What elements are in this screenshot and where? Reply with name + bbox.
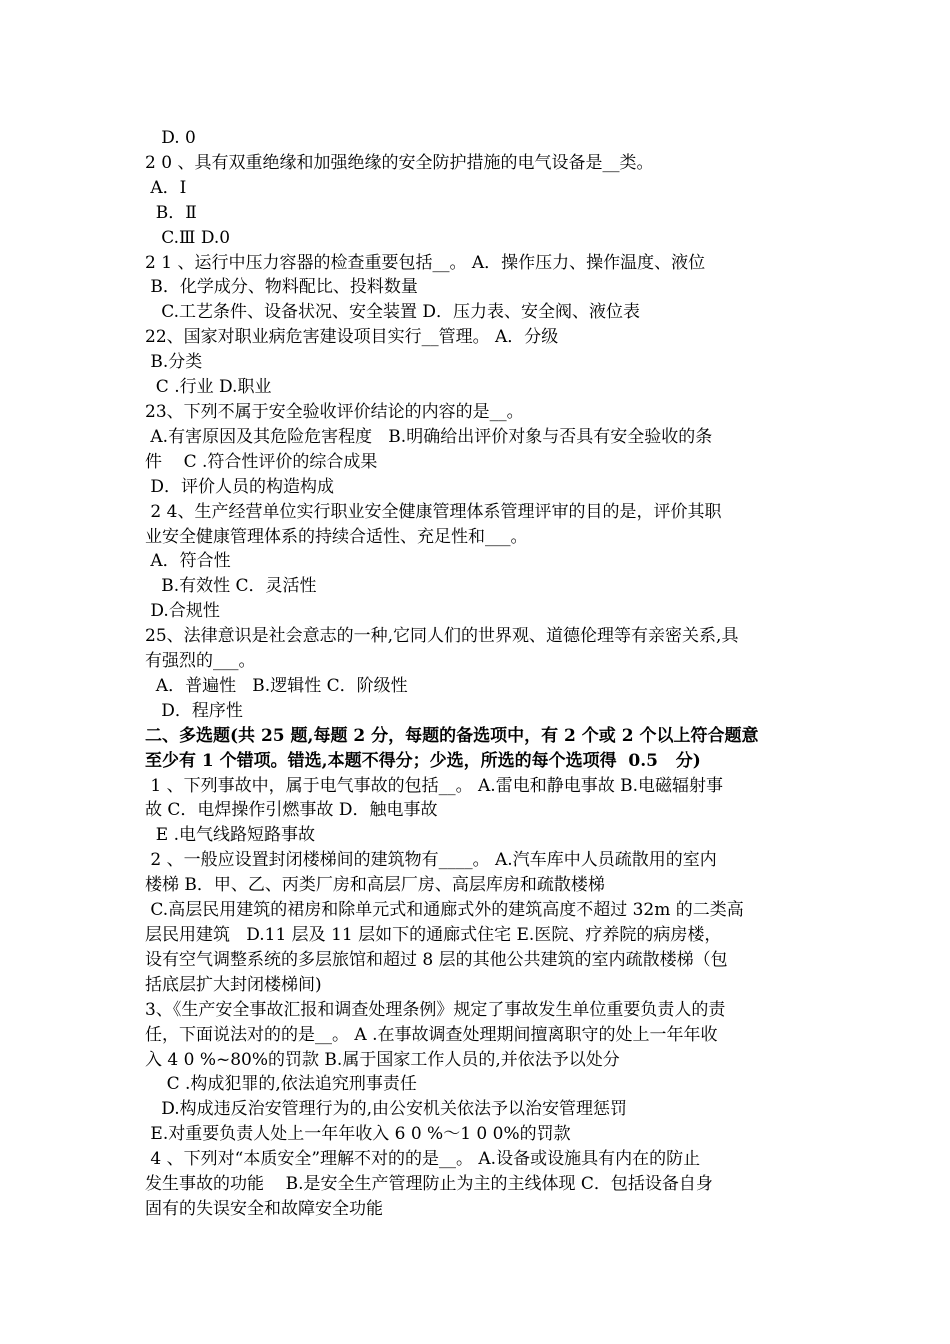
mq-question-1-cont: 故 C．电焊操作引燃事故 D．触电事故 [145,800,438,821]
document-body [145,126,810,1222]
question-25-cont: 有强烈的___。 [145,651,256,672]
option-line: E .电气线路短路事故 [145,825,316,846]
option-line: E.对重要负责人处上一年年收入 6 0 %～1 0 0%的罚款 [145,1124,571,1145]
option-line: B.有效性 C．灵活性 [145,576,317,597]
option-line: C.工艺条件、设备状况、安全装置 D．压力表、安全阀、液位表 [145,302,641,323]
option-line: 入 4 0 %~80%的罚款 B.属于国家工作人员的,并依法予以处分 [145,1049,620,1070]
mq-question-4: 4 、下列对“本质安全”理解不对的的是__。 A.设备或设施具有内在的防止 [145,1149,701,1170]
option-line: A.有害原因及其危险危害程度 B.明确给出评价对象与否具有安全验收的条 [145,426,713,447]
option-line [145,226,810,251]
option-line: A．Ⅰ [145,177,187,198]
option-line: B．化学成分、物料配比、投料数量 [145,277,418,298]
option-line: D．程序性 [145,700,243,721]
option-line: 设有空气调整系统的多层旅馆和超过 8 层的其他公共建筑的室内疏散楼梯（包 [145,949,728,970]
option-line: B．Ⅱ [145,202,197,223]
question-25: 25、法律意识是社会意志的一种,它同人们的世界观、道德伦理等有亲密关系,具 [145,626,739,647]
option-line: A．符合性 [145,551,231,572]
question-21: 2 1 、运行中压力容器的检查重要包括__。 A．操作压力、操作温度、液位 [145,252,706,273]
option-line: 件 C .符合性评价的综合成果 [145,451,378,472]
question-23: 23、下列不属于安全验收评价结论的内容的是__。 [145,401,524,422]
option-line: 层民用建筑 D.11 层及 11 层如下的通廊式住宅 E.医院、疗养院的病房楼， [145,925,722,945]
option-line: 括底层扩大封闭楼梯间) [145,974,322,995]
question-20: 2 0 、具有双重绝缘和加强绝缘的安全防护措施的电气设备是__类。 [145,152,654,173]
option-line: B.分类 [145,352,203,373]
question-24-cont: 业安全健康管理体系的持续合适性、充足性和___。 [145,526,528,547]
question-22: 22、国家对职业病危害建设项目实行__管理。 A．分级 [145,327,559,348]
mq-question-3: 3、《生产安全事故汇报和调查处理条例》规定了事故发生单位重要负责人的责 [145,999,726,1020]
option-line: D. 0 [145,128,196,148]
mq-question-3-cont: 任，下面说法对的的是__。 A .在事故调查处理期间擅离职守的处上一年年收 [145,1024,718,1045]
mq-question-2: 2 、一般应设置封闭楼梯间的建筑物有____。 A.汽车库中人员疏散用的室内 [145,850,717,871]
option-d: D.0 [200,227,231,248]
option-line: D．评价人员的构造构成 [145,476,335,497]
mq-question-2-cont: 楼梯 B．甲、乙、丙类厂房和高层厂房、高层库房和疏散楼梯 [145,875,605,896]
option-line: C .构成犯罪的,依法追究刑事责任 [145,1074,417,1095]
option-line: A．普遍性 B.逻辑性 C．阶级性 [145,675,408,696]
option-line: D.构成违反治安管理行为的,由公安机关依法予以治安管理惩罚 [145,1099,628,1120]
option-c: C.Ⅲ [145,227,201,248]
option-line: C.高层民用建筑的裙房和除单元式和通廊式外的建筑高度不超过 32m 的二类高 [145,900,744,921]
question-24: 2 4、生产经营单位实行职业安全健康管理体系管理评审的目的是，评价其职 [145,501,722,522]
option-line: 固有的失误安全和故障安全功能 [145,1198,383,1219]
option-line: D.合规性 [145,601,220,622]
mq-question-4-cont: 发生事故的功能 B.是安全生产管理防止为主的主线体现 C．包括设备自身 [145,1174,713,1195]
mq-question-1: 1 、下列事故中，属于电气事故的包括__。 A.雷电和静电事故 B.电磁辐射事 [145,775,724,796]
section-heading: 二、多选题(共 25 题,每题 2 分，每题的备选项中，有 2 个或 2 个以上符合题意 [145,725,759,746]
section-heading-cont: 至少有 1 个错项。错选,本题不得分；少选，所选的每个选项得 0.5 分) [145,750,701,771]
option-line: C .行业 D.职业 [145,377,272,398]
